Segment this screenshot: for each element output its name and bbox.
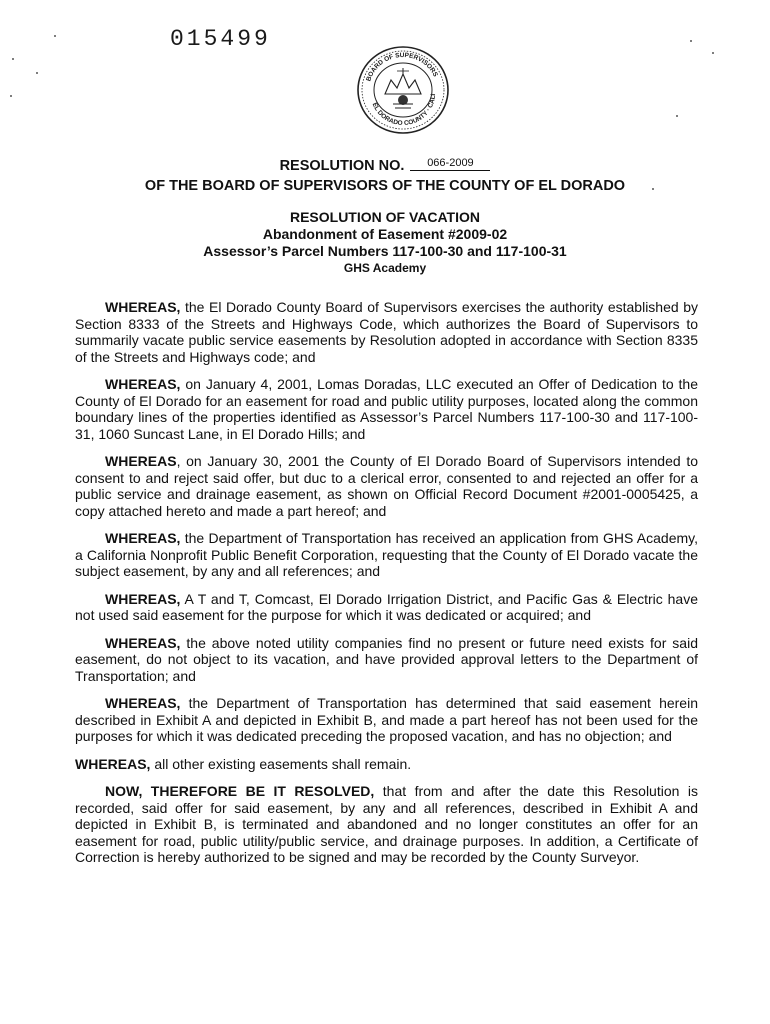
scan-speck <box>676 115 678 117</box>
svg-text:EL DORADO COUNTY · CALIF: EL DORADO COUNTY · CALI <box>370 93 438 128</box>
scan-speck <box>712 52 714 54</box>
resolution-label: RESOLUTION NO. <box>279 158 405 174</box>
resolution-subtitle: RESOLUTION OF VACATION <box>289 209 481 225</box>
paragraph-lead: WHEREAS, <box>105 634 181 651</box>
paragraph <box>75 756 698 773</box>
paragraph-lead: WHEREAS, <box>105 299 181 315</box>
paragraph-text: the Department of Transportation has received an application from GHS Academy, a California Nonprofit Public Benefit Corporation, requesting that the County of El Dorado vacate the subject easement, by any and all references; and <box>75 530 698 579</box>
scan-speck <box>10 95 12 97</box>
paragraph <box>75 530 698 580</box>
parcel-line: Assessor’s Parcel Numbers 117-100-30 and 117-100-31 <box>203 243 567 259</box>
paragraph-text: A T and T, Comcast, El Dorado Irrigation District, and Pacific Gas & Electric have not used said easement for the purpose for which it was dedicated or acquired; and <box>75 590 698 623</box>
paragraph-lead: WHEREAS, <box>105 530 181 546</box>
resolution-number-line <box>280 157 491 176</box>
paragraph-lead: WHEREAS <box>105 453 177 469</box>
paragraph <box>75 635 698 685</box>
scan-speck <box>690 40 692 42</box>
paragraph <box>75 376 698 442</box>
resolution-header <box>0 157 770 196</box>
scan-speck <box>54 35 56 37</box>
resolution-number: 066-2009 <box>410 157 490 171</box>
paragraph-text: the El Dorado County Board of Supervisors exercises the authority established by Section 8333 of the Streets and Highways Code, which authorizes the Board of Supervisors to summarily vacate public service easements by Resolution adopted in accordance with Section 8335 of the Streets and Highways code; and <box>75 299 698 365</box>
easement-line: Abandonment of Easement #2009-02 <box>262 226 508 242</box>
paragraph-text: the above noted utility companies find no present or future need exists for said easement, do not object to its vacation, and have provided approval letters to the Department of Transportation; and <box>75 634 698 684</box>
svg-text:BOARD OF SUPERVISORS: BOARD OF SUPERVISORS <box>365 51 439 83</box>
paragraph <box>75 453 698 519</box>
scan-speck <box>12 58 14 60</box>
board-line: OF THE BOARD OF SUPERVISORS OF THE COUNTY OF EL DORADO <box>144 178 626 194</box>
paragraph-lead: WHEREAS, <box>105 590 181 607</box>
paragraph-text: that from and after the date this Resolution is recorded, said offer for said easement, by any and all references, described in Exhibit A and depicted in Exhibit B, is terminated and abandoned and no longer constitutes an offer for an easement for road, public utility/public service, and drainage purposes. In addition, a Certificate of Correction is hereby authorized to be signed and may be recorded by the County Surveyor. <box>75 783 698 865</box>
paragraph <box>75 299 698 365</box>
resolution-subheader <box>0 209 770 277</box>
paragraph <box>75 783 698 866</box>
paragraph-text: the Department of Transportation has determined that said easement herein described in Exhibit A and depicted in Exhibit B, and made a part hereof has not been used for the purposes for which it was dedicated preceding the proposed vacation, and has no objection; and <box>75 695 698 744</box>
resolution-body <box>75 299 698 877</box>
paragraph <box>75 695 698 745</box>
paragraph-text: , on January 30, 2001 the County of El Dorado Board of Supervisors intended to consent to and reject said offer, but duc to a clerical error, consented to and rejected an offer for a public service and drainage easement, as shown on Official Record Document #2001-0005425, a copy attached hereto and made a part hereof; and <box>75 453 698 519</box>
paragraph-lead: WHEREAS, <box>105 695 181 711</box>
scan-speck <box>36 72 38 74</box>
paragraph-lead: WHEREAS, <box>75 755 151 772</box>
paragraph-lead: WHEREAS, <box>105 376 181 392</box>
paragraph-text: all other existing easements shall remain. <box>150 755 412 772</box>
paragraph-text: on January 4, 2001, Lomas Doradas, LLC executed an Offer of Dedication to the County of El Dorado for an easement for road and public utility purposes, located along the common boundary lines of the properties identified as Assessor’s Parcel Numbers 117-100-30 and 117-100-31, 1060 Suncast Lane, in El Dorado Hills; and <box>75 376 698 442</box>
paragraph <box>75 591 698 624</box>
county-seal-logo <box>355 44 451 136</box>
document-stamp-number: 015499 <box>170 26 271 52</box>
academy-line: GHS Academy <box>343 261 427 275</box>
paragraph-lead: NOW, THEREFORE BE IT RESOLVED, <box>105 783 375 799</box>
